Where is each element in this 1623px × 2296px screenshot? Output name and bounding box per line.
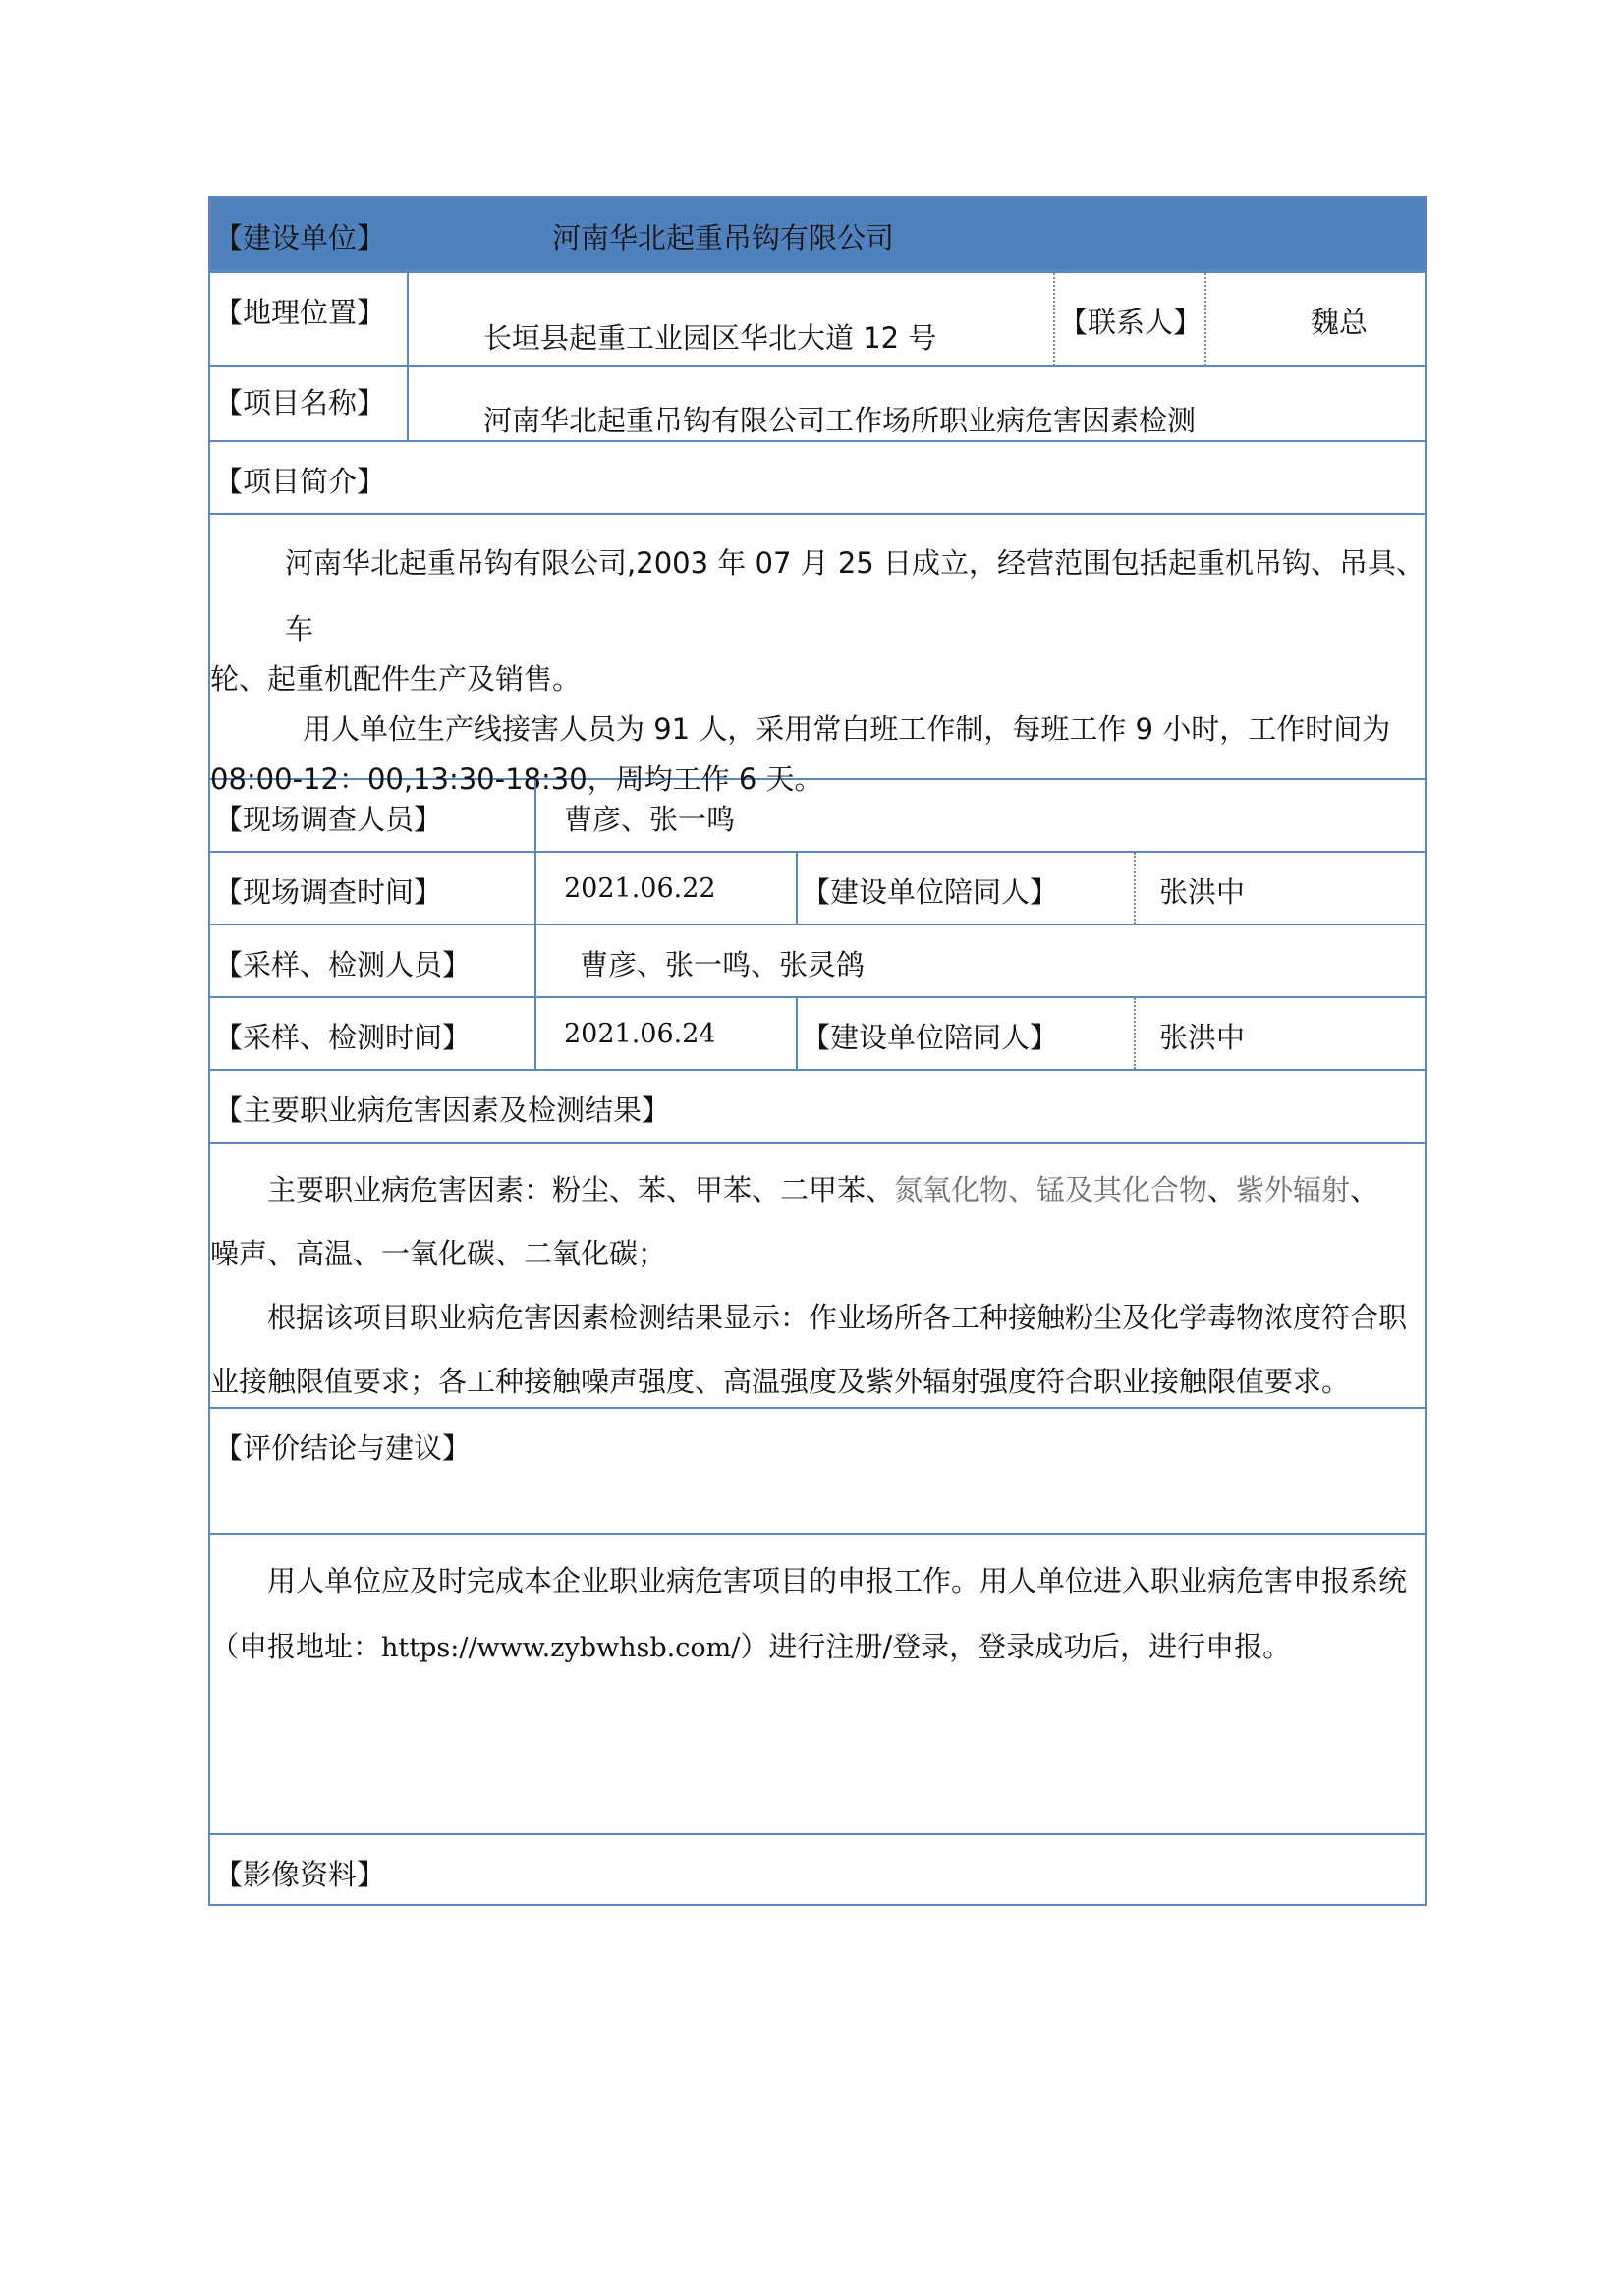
intro-text: 08:00-12：00,13:30-18:30，周均工作 6 天。	[210, 762, 823, 796]
hazard-factors-gray: 氮氧化物、锰及其化合物	[894, 1173, 1208, 1206]
hazard-factors-sep: 、	[1350, 1173, 1379, 1206]
project-name-row	[208, 367, 1427, 442]
survey-escort-label: 【建设单位陪同人】	[802, 875, 1059, 909]
contact-value-cell	[1204, 273, 1425, 365]
conclusion-text: （申报地址：	[210, 1630, 382, 1663]
sampling-escort-label: 【建设单位陪同人】	[802, 1021, 1059, 1054]
survey-escort-label-cell	[796, 853, 1134, 924]
survey-time-label: 【现场调查时间】	[214, 875, 443, 909]
sampling-staff-cell	[534, 925, 1425, 996]
contact-value: 魏总	[1311, 306, 1369, 339]
sampling-staff-label: 【采样、检测人员】	[214, 948, 472, 981]
builder-label: 【建设单位】	[214, 221, 386, 254]
hazard-factors-text: 噪声、高温、一氧化碳、二氧化碳；	[210, 1237, 667, 1270]
conclusion-label-row	[208, 1409, 1427, 1535]
sampling-escort-value-cell	[1134, 998, 1425, 1069]
builder-name: 河南华北起重吊钩有限公司	[552, 221, 895, 254]
project-name-value: 河南华北起重吊钩有限公司工作场所职业病危害因素检测	[483, 404, 1197, 437]
sampling-staff-row	[208, 925, 1427, 998]
survey-staff-value: 曹彦、张一鸣	[564, 803, 736, 836]
project-name-cell	[407, 367, 1425, 440]
hazard-factors-sep: 、	[1207, 1173, 1237, 1206]
project-name-label: 【项目名称】	[214, 386, 386, 420]
survey-time-value: 2021.06.22	[564, 873, 716, 904]
hazards-body-row	[208, 1144, 1427, 1409]
images-label: 【影像资料】	[214, 1858, 386, 1891]
intro-body-row	[208, 515, 1427, 796]
sampling-time-cell	[534, 998, 796, 1069]
conclusion-body-row	[208, 1535, 1427, 1835]
hazards-paragraphs	[210, 1157, 1425, 1415]
builder-row	[208, 196, 1427, 271]
conclusion-text-line	[210, 1614, 1425, 1681]
conclusion-text: 用人单位应及时完成本企业职业病危害项目的申报工作。用人单位进入职业病危害申报系统	[267, 1564, 1408, 1597]
survey-escort-value-cell	[1134, 853, 1425, 924]
sampling-escort-value: 张洪中	[1159, 1021, 1246, 1054]
intro-paragraphs	[210, 531, 1425, 812]
hazards-label-row	[208, 1071, 1427, 1144]
project-summary-table	[208, 196, 1427, 1906]
survey-staff-cell	[534, 780, 1425, 851]
hazard-factors-text: 主要职业病危害因素：粉尘、苯、甲苯、二甲苯、	[267, 1173, 895, 1206]
intro-text: 用人单位生产线接害人员为 91 人，采用常白班工作制，每班工作 9 小时，工作时间为	[303, 712, 1391, 746]
declaration-url: https://www.zybwhsb.com/	[381, 1633, 741, 1663]
contact-label-cell	[1053, 273, 1204, 365]
survey-time-row	[208, 853, 1427, 925]
intro-label-row	[208, 442, 1427, 515]
hazard-factors-gray: 紫外辐射	[1236, 1173, 1351, 1206]
hazard-result-text: 业接触限值要求；各工种接触噪声强度、高温强度及紫外辐射强度符合职业接触限值要求。	[210, 1365, 1351, 1398]
conclusion-label: 【评价结论与建议】	[214, 1431, 472, 1465]
conclusion-paragraphs	[210, 1548, 1425, 1681]
sampling-time-value: 2021.06.24	[564, 1019, 716, 1049]
survey-staff-row	[208, 780, 1427, 853]
hazards-label: 【主要职业病危害因素及检测结果】	[214, 1093, 671, 1127]
contact-label: 【联系人】	[1059, 306, 1203, 339]
intro-text: 河南华北起重吊钩有限公司,2003 年 07 月 25 日成立，经营范围包括起重机吊钩、吊具、车	[285, 546, 1425, 645]
sampling-time-label: 【采样、检测时间】	[214, 1021, 472, 1054]
survey-escort-value: 张洪中	[1159, 875, 1246, 909]
intro-text: 轮、起重机配件生产及销售。	[210, 662, 582, 696]
intro-label: 【项目简介】	[214, 465, 386, 498]
images-row	[208, 1835, 1427, 1906]
survey-staff-label: 【现场调查人员】	[214, 803, 443, 836]
sampling-staff-value: 曹彦、张一鸣、张灵鸽	[580, 948, 866, 981]
conclusion-text: ）进行注册/登录，登录成功后，进行申报。	[740, 1630, 1292, 1663]
survey-time-cell	[534, 853, 796, 924]
hazard-result-text: 根据该项目职业病危害因素检测结果显示：作业场所各工种接触粉尘及化学毒物浓度符合职	[267, 1301, 1408, 1334]
hazard-factors-line	[210, 1157, 1425, 1223]
location-label: 【地理位置】	[214, 296, 386, 329]
sampling-time-row	[208, 998, 1427, 1071]
location-value: 长垣县起重工业园区华北大道 12 号	[483, 321, 937, 355]
sampling-escort-label-cell	[796, 998, 1134, 1069]
location-row	[208, 271, 1427, 367]
